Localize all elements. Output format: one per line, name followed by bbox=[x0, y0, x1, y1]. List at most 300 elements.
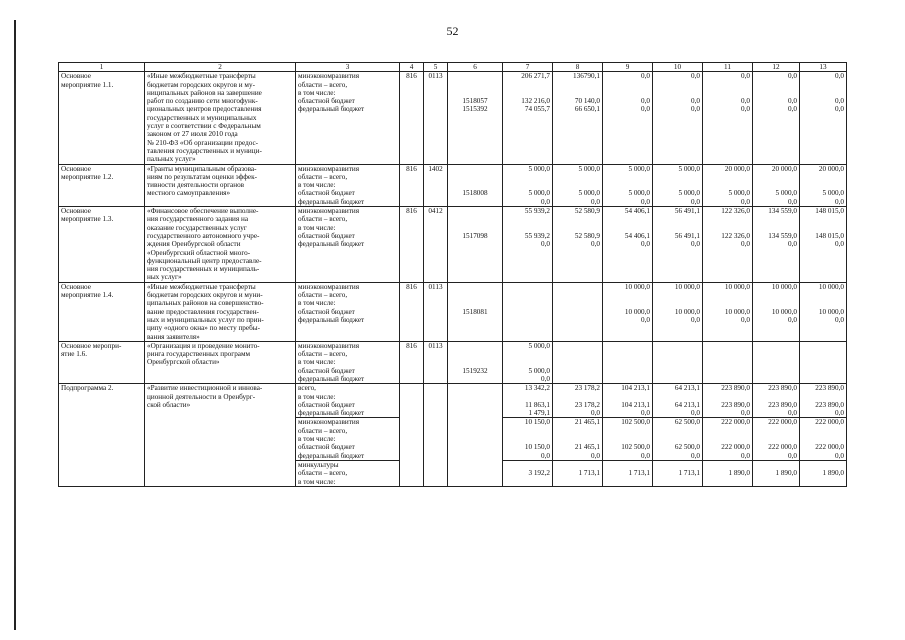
cell-line bbox=[802, 461, 844, 469]
cell-line: 0,0 bbox=[691, 197, 700, 206]
cell-line bbox=[605, 367, 650, 375]
cell-line: в том числе: bbox=[298, 88, 336, 97]
subprogram-row bbox=[59, 384, 847, 418]
cell-line: 5 000,0 bbox=[775, 189, 797, 198]
cell-line bbox=[505, 291, 550, 299]
activity-description bbox=[145, 72, 296, 164]
target-article bbox=[448, 72, 503, 164]
year-amount bbox=[503, 460, 553, 486]
budget-code bbox=[400, 282, 424, 341]
cell-line bbox=[802, 181, 844, 189]
cell-line: 222 000,0 bbox=[815, 418, 844, 427]
cell-line: 222 000,0 bbox=[768, 443, 797, 452]
year-amount bbox=[503, 207, 553, 283]
activity-row bbox=[59, 282, 847, 341]
cell-line: «Оренбургский областной много- bbox=[147, 248, 251, 257]
cell-line: № 210-ФЗ «Об организации предос- bbox=[147, 138, 259, 147]
budget-code bbox=[400, 207, 424, 283]
cell-line bbox=[705, 342, 750, 350]
cell-line: минэкономразвития bbox=[298, 418, 360, 427]
year-amount bbox=[800, 341, 847, 383]
year-amount bbox=[800, 384, 847, 418]
cell-line: 0,0 bbox=[741, 105, 750, 114]
year-amount bbox=[653, 282, 703, 341]
cell-line: «Иные межбюджетные трансферты bbox=[147, 72, 256, 81]
cell-line bbox=[755, 299, 797, 307]
year-amount bbox=[603, 341, 653, 383]
cell-line: области – всего, bbox=[298, 215, 348, 224]
cell-line: в том числе: bbox=[298, 223, 336, 232]
target-article bbox=[448, 282, 503, 341]
cell-line: области – всего, bbox=[298, 469, 348, 478]
cell-line: 56 491,1 bbox=[674, 207, 700, 216]
cell-line: Основное bbox=[61, 164, 91, 173]
cell-line bbox=[655, 89, 700, 97]
year-amount bbox=[653, 460, 703, 486]
cell-line bbox=[555, 173, 600, 181]
cell-line bbox=[655, 224, 700, 232]
cell-line bbox=[802, 350, 844, 358]
activity-row bbox=[59, 207, 847, 283]
cell-line bbox=[555, 308, 600, 316]
column-number: 7 bbox=[503, 63, 553, 72]
activity-name bbox=[59, 282, 145, 341]
cell-line: 10 000,0 bbox=[624, 307, 650, 316]
cell-line bbox=[450, 215, 500, 223]
cell-line: 0,0 bbox=[835, 97, 844, 106]
cell-line bbox=[705, 478, 750, 486]
cell-line bbox=[505, 308, 550, 316]
cell-line bbox=[450, 291, 500, 299]
year-amount bbox=[800, 207, 847, 283]
cell-line bbox=[605, 299, 650, 307]
cell-line: вания заявителя» bbox=[147, 332, 200, 341]
cell-line bbox=[802, 81, 844, 89]
cell-line bbox=[655, 173, 700, 181]
year-amount bbox=[553, 207, 603, 283]
subprogram-name bbox=[59, 384, 145, 487]
cell-line: 816 bbox=[406, 341, 417, 350]
year-amount bbox=[503, 384, 553, 418]
cell-line: 223 890,0 bbox=[815, 400, 844, 409]
cell-line: 223 890,0 bbox=[721, 384, 750, 393]
funding-source bbox=[296, 460, 400, 486]
cell-line: законом от 27 июля 2010 года bbox=[147, 130, 238, 139]
page-number: 52 bbox=[446, 24, 459, 38]
target-article bbox=[448, 164, 503, 206]
cell-line bbox=[555, 435, 600, 443]
cell-line bbox=[705, 427, 750, 435]
cell-line: ринга государственных программ bbox=[147, 350, 251, 359]
cell-line bbox=[605, 89, 650, 97]
cell-line: 1 890,0 bbox=[728, 469, 750, 478]
cell-line: 5 000,0 bbox=[528, 164, 550, 173]
cell-line: 5 000,0 bbox=[728, 189, 750, 198]
activity-description bbox=[145, 341, 296, 383]
cell-line: 0,0 bbox=[691, 97, 700, 106]
cell-line bbox=[555, 342, 600, 350]
cell-line bbox=[605, 461, 650, 469]
cell-line: 0,0 bbox=[641, 240, 650, 249]
cell-line bbox=[505, 81, 550, 89]
cell-line: мероприятие 1.1. bbox=[61, 80, 114, 89]
cell-line bbox=[505, 427, 550, 435]
scan-edge bbox=[14, 20, 16, 630]
cell-line bbox=[655, 461, 700, 469]
cell-line bbox=[802, 291, 844, 299]
cell-line: 0,0 bbox=[741, 97, 750, 106]
year-amount bbox=[703, 460, 753, 486]
cell-line: 104 213,1 bbox=[621, 400, 650, 409]
year-amount bbox=[553, 164, 603, 206]
cell-line: федеральный бюджет bbox=[298, 240, 365, 249]
cell-line bbox=[802, 89, 844, 97]
cell-line: в том числе: bbox=[298, 181, 336, 190]
cell-line bbox=[705, 350, 750, 358]
cell-line: 5 000,0 bbox=[628, 189, 650, 198]
cell-line bbox=[450, 299, 500, 307]
cell-line: области – всего, bbox=[298, 426, 348, 435]
cell-line: 0,0 bbox=[691, 105, 700, 114]
cell-line bbox=[705, 358, 750, 366]
cell-line: Основное bbox=[61, 282, 91, 291]
cell-line bbox=[705, 215, 750, 223]
cell-line bbox=[605, 350, 650, 358]
cell-line: области – всего, bbox=[298, 172, 348, 181]
cell-line: 1 479,1 bbox=[528, 409, 550, 418]
cell-line: 0,0 bbox=[691, 72, 700, 81]
cell-line: 0,0 bbox=[691, 240, 700, 249]
cell-line: всего, bbox=[298, 384, 316, 393]
cell-line: 66 650,1 bbox=[574, 105, 600, 114]
cell-line bbox=[755, 89, 797, 97]
activity-name bbox=[59, 207, 145, 283]
cell-line bbox=[450, 173, 500, 181]
year-amount bbox=[800, 282, 847, 341]
cell-line: 134 559,0 bbox=[768, 231, 797, 240]
cell-line: федеральный бюджет bbox=[298, 409, 365, 418]
cell-line bbox=[755, 478, 797, 486]
cell-line: 136790,1 bbox=[573, 72, 600, 81]
header-row bbox=[59, 63, 847, 72]
cell-line bbox=[755, 81, 797, 89]
cell-line: 104 213,1 bbox=[621, 384, 650, 393]
column-number: 3 bbox=[296, 63, 400, 72]
cell-line: федеральный бюджет bbox=[298, 197, 365, 206]
cell-line: 54 406,1 bbox=[624, 207, 650, 216]
cell-line: 0,0 bbox=[835, 105, 844, 114]
cell-line: 1 713,1 bbox=[678, 469, 700, 478]
cell-line: ных и муниципальных услуг по прин- bbox=[147, 315, 264, 324]
cell-line: ных услуг» bbox=[147, 273, 182, 282]
cell-line bbox=[802, 358, 844, 366]
cell-line: 1519232 bbox=[462, 366, 488, 375]
year-amount bbox=[703, 341, 753, 383]
cell-line: 5 000,0 bbox=[678, 164, 700, 173]
cell-line: 0,0 bbox=[591, 451, 600, 460]
cell-line bbox=[755, 358, 797, 366]
cell-line bbox=[802, 393, 844, 401]
year-amount bbox=[503, 418, 553, 460]
cell-line: ния государственных и муниципаль- bbox=[147, 265, 260, 274]
cell-line: областной бюджет bbox=[298, 366, 355, 375]
cell-line: 52 580,9 bbox=[574, 231, 600, 240]
cell-line: 10 000,0 bbox=[724, 282, 750, 291]
cell-line bbox=[755, 350, 797, 358]
cell-line: тивности деятельности органов bbox=[147, 181, 245, 190]
cell-line: 70 140,0 bbox=[574, 97, 600, 106]
cell-line: «Гранты муниципальным образова- bbox=[147, 164, 257, 173]
cell-line bbox=[655, 478, 700, 486]
column-number: 1 bbox=[59, 63, 145, 72]
cell-line: 0,0 bbox=[788, 409, 797, 418]
year-amount bbox=[703, 384, 753, 418]
cell-line: областной бюджет bbox=[298, 231, 355, 240]
column-number: 8 bbox=[553, 63, 603, 72]
cell-line: бюджетам городских округов и му- bbox=[147, 80, 255, 89]
cell-line: 1 890,0 bbox=[822, 469, 844, 478]
cell-line bbox=[605, 375, 650, 383]
activity-row bbox=[59, 72, 847, 164]
cell-line: области – всего, bbox=[298, 350, 348, 359]
year-amount bbox=[753, 207, 800, 283]
section-code bbox=[424, 341, 448, 383]
cell-line bbox=[505, 181, 550, 189]
cell-line bbox=[505, 283, 550, 291]
cell-line: 0,0 bbox=[591, 240, 600, 249]
cell-line: 0,0 bbox=[741, 240, 750, 249]
cell-line: 1518008 bbox=[462, 189, 488, 198]
cell-line bbox=[605, 181, 650, 189]
cell-line: 10 000,0 bbox=[674, 282, 700, 291]
year-amount bbox=[503, 164, 553, 206]
cell-line: 11 863,1 bbox=[525, 400, 550, 409]
cell-line: 222 000,0 bbox=[721, 418, 750, 427]
cell-line bbox=[450, 181, 500, 189]
year-amount bbox=[603, 418, 653, 460]
cell-line: 206 271,7 bbox=[521, 72, 550, 81]
year-amount bbox=[553, 418, 603, 460]
cell-line: 816 bbox=[406, 164, 417, 173]
cell-line: 5 000,0 bbox=[528, 189, 550, 198]
cell-line: 5 000,0 bbox=[822, 189, 844, 198]
year-amount bbox=[653, 164, 703, 206]
activity-description bbox=[145, 207, 296, 283]
cell-line bbox=[555, 299, 600, 307]
cell-line: 10 150,0 bbox=[524, 418, 550, 427]
cell-line: «Финансовое обеспечение выполне- bbox=[147, 207, 259, 216]
cell-line: 74 055,7 bbox=[524, 105, 550, 114]
cell-line: 1 713,1 bbox=[628, 469, 650, 478]
cell-line: 102 500,0 bbox=[621, 443, 650, 452]
cell-line bbox=[505, 173, 550, 181]
cell-line: 0,0 bbox=[788, 105, 797, 114]
cell-line bbox=[450, 240, 500, 248]
year-amount bbox=[753, 384, 800, 418]
cell-line: мероприятие 1.4. bbox=[61, 291, 114, 300]
cell-line: области – всего, bbox=[298, 291, 348, 300]
cell-line bbox=[505, 393, 550, 401]
activity-description bbox=[145, 282, 296, 341]
cell-line: областной бюджет bbox=[298, 400, 355, 409]
cell-line bbox=[802, 367, 844, 375]
cell-line: 0,0 bbox=[788, 97, 797, 106]
cell-line: ждения Оренбургской области bbox=[147, 240, 241, 249]
cell-line: 0,0 bbox=[641, 72, 650, 81]
cell-line: 0,0 bbox=[788, 72, 797, 81]
cell-line: циональных центров предоставления bbox=[147, 105, 262, 114]
cell-line: минэкономразвития bbox=[298, 341, 360, 350]
cell-line bbox=[555, 358, 600, 366]
cell-line: ятие 1.6. bbox=[61, 350, 88, 359]
cell-line bbox=[755, 367, 797, 375]
year-amount bbox=[653, 418, 703, 460]
cell-line: 10 000,0 bbox=[674, 307, 700, 316]
cell-line: 1518057 bbox=[462, 97, 488, 106]
cell-line: 0,0 bbox=[835, 197, 844, 206]
cell-line: 0,0 bbox=[591, 197, 600, 206]
cell-line: 0,0 bbox=[788, 451, 797, 460]
cell-line: 134 559,0 bbox=[768, 207, 797, 216]
cell-line: 0,0 bbox=[835, 240, 844, 249]
cell-line: ской области» bbox=[147, 400, 191, 409]
year-amount bbox=[753, 164, 800, 206]
cell-line bbox=[705, 461, 750, 469]
cell-line: оказание государственных услуг bbox=[147, 223, 247, 232]
cell-line: 223 890,0 bbox=[768, 400, 797, 409]
cell-line bbox=[655, 427, 700, 435]
cell-line bbox=[802, 375, 844, 383]
cell-line: 0,0 bbox=[741, 197, 750, 206]
cell-line: 10 150,0 bbox=[524, 443, 550, 452]
cell-line: 56 491,1 bbox=[674, 231, 700, 240]
cell-line: 0113 bbox=[428, 282, 443, 291]
year-amount bbox=[603, 72, 653, 164]
target-article bbox=[448, 384, 503, 487]
cell-line bbox=[505, 89, 550, 97]
year-amount bbox=[553, 72, 603, 164]
cell-line: федеральный бюджет bbox=[298, 315, 365, 324]
cell-line bbox=[755, 181, 797, 189]
cell-line: 5 000,0 bbox=[528, 366, 550, 375]
column-number: 12 bbox=[753, 63, 800, 72]
column-number: 13 bbox=[800, 63, 847, 72]
cell-line bbox=[655, 367, 700, 375]
cell-line: «Организация и проведение монито- bbox=[147, 341, 260, 350]
cell-line: минэкономразвития bbox=[298, 282, 360, 291]
cell-line bbox=[655, 342, 700, 350]
cell-line: 10 000,0 bbox=[624, 282, 650, 291]
cell-line: 816 bbox=[406, 72, 417, 81]
funding-source bbox=[296, 164, 400, 206]
cell-line bbox=[505, 299, 550, 307]
cell-line: минэкономразвития bbox=[298, 164, 360, 173]
year-amount bbox=[753, 72, 800, 164]
cell-line: 122 326,0 bbox=[721, 231, 750, 240]
cell-line bbox=[655, 358, 700, 366]
cell-line bbox=[655, 350, 700, 358]
cell-line bbox=[705, 367, 750, 375]
year-amount bbox=[553, 460, 603, 486]
cell-line: 0,0 bbox=[641, 197, 650, 206]
cell-line: федеральный бюджет bbox=[298, 374, 365, 383]
year-amount bbox=[503, 282, 553, 341]
activity-description bbox=[145, 164, 296, 206]
cell-line bbox=[655, 393, 700, 401]
cell-line: в том числе: bbox=[298, 358, 336, 367]
funding-source bbox=[296, 418, 400, 460]
cell-line bbox=[555, 478, 600, 486]
cell-line: 10 000,0 bbox=[818, 307, 844, 316]
funding-source bbox=[296, 282, 400, 341]
cell-line bbox=[655, 181, 700, 189]
cell-line bbox=[450, 375, 500, 383]
section-code bbox=[424, 207, 448, 283]
cell-line: ния государственного задания на bbox=[147, 215, 249, 224]
year-amount bbox=[603, 207, 653, 283]
funding-source bbox=[296, 384, 400, 418]
cell-line bbox=[605, 427, 650, 435]
cell-line bbox=[605, 358, 650, 366]
cell-line bbox=[705, 299, 750, 307]
cell-line: федеральный бюджет bbox=[298, 451, 365, 460]
cell-line bbox=[450, 350, 500, 358]
cell-line: 0,0 bbox=[691, 315, 700, 324]
cell-line bbox=[655, 375, 700, 383]
cell-line: 64 213,1 bbox=[674, 384, 700, 393]
cell-line: 0,0 bbox=[641, 409, 650, 418]
cell-line bbox=[555, 461, 600, 469]
cell-line bbox=[755, 215, 797, 223]
cell-line: ниям по результатам оценки эффек- bbox=[147, 172, 258, 181]
cell-line: в том числе: bbox=[298, 477, 336, 486]
cell-line bbox=[450, 224, 500, 232]
activity-row bbox=[59, 341, 847, 383]
cell-line: 0,0 bbox=[741, 409, 750, 418]
cell-line bbox=[505, 435, 550, 443]
cell-line bbox=[450, 207, 500, 215]
cell-line: 5 000,0 bbox=[578, 189, 600, 198]
cell-line bbox=[505, 316, 550, 324]
cell-line bbox=[555, 393, 600, 401]
cell-line: 62 500,0 bbox=[674, 443, 700, 452]
cell-line bbox=[655, 81, 700, 89]
cell-line bbox=[605, 173, 650, 181]
year-amount bbox=[553, 282, 603, 341]
cell-line: Основное меропри- bbox=[61, 341, 122, 350]
cell-line bbox=[555, 81, 600, 89]
cell-line bbox=[802, 215, 844, 223]
year-amount bbox=[703, 282, 753, 341]
cell-line: 54 406,1 bbox=[624, 231, 650, 240]
activity-name bbox=[59, 72, 145, 164]
cell-line bbox=[605, 215, 650, 223]
cell-line bbox=[802, 342, 844, 350]
cell-line: 0,0 bbox=[741, 451, 750, 460]
cell-line: Оренбургской области» bbox=[147, 358, 220, 367]
cell-line: 1517098 bbox=[462, 231, 488, 240]
cell-line bbox=[705, 375, 750, 383]
cell-line bbox=[450, 283, 500, 291]
column-number: 6 bbox=[448, 63, 503, 72]
section-code bbox=[424, 164, 448, 206]
cell-line bbox=[705, 81, 750, 89]
cell-line: 1515392 bbox=[462, 105, 488, 114]
activity-name bbox=[59, 164, 145, 206]
cell-line: мероприятие 1.2. bbox=[61, 172, 114, 181]
cell-line bbox=[802, 224, 844, 232]
year-amount bbox=[553, 341, 603, 383]
